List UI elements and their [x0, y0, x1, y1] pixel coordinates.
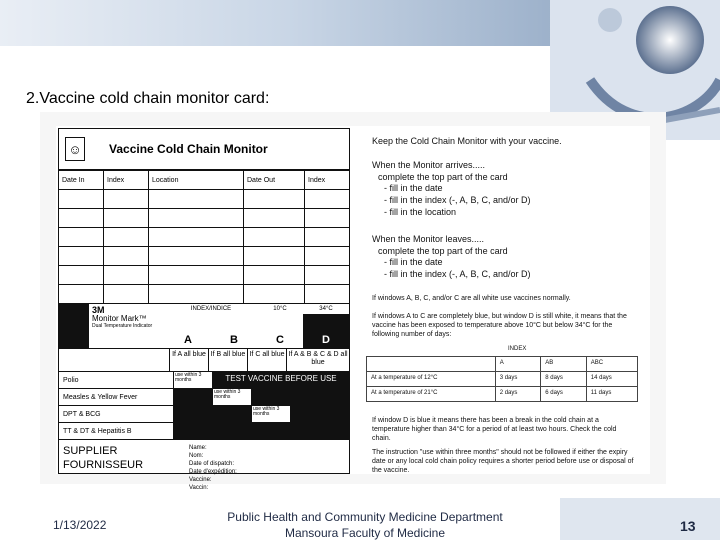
vaccine-tt: TT & DT & Hepatitis B — [59, 423, 174, 439]
field-name: Name: — [189, 445, 207, 451]
field-dispatch: Date of dispatch: — [189, 461, 235, 468]
instruction-note: The instruction "use within three months" should not be followed if either the expiry date or any local cold chain policy requires a shorter period before use or disposal of the vaccine. — [372, 449, 634, 475]
window-d: D — [303, 314, 349, 348]
days-row-21c-label: At a temperature of 21°C — [367, 387, 496, 402]
vaccine-polio: Polio — [59, 372, 174, 388]
col-date-in: Date In — [59, 171, 104, 190]
keep-note: Keep the Cold Chain Monitor with your vaccine. — [372, 136, 562, 146]
test-vaccine-label: TEST VACCINE BEFORE USE — [213, 372, 349, 388]
card-title: Vaccine Cold Chain Monitor — [109, 142, 268, 156]
monitor-mark-strip — [59, 304, 349, 349]
field-vaccin: Vaccin: — [189, 485, 209, 492]
leaves-heading: When the Monitor leaves..... — [372, 234, 485, 244]
col-date-out: Date Out — [244, 171, 305, 190]
brand-name: Monitor Mark™ — [92, 314, 147, 324]
use-within-polio: use within 3 months — [174, 372, 213, 388]
index-indice-label: INDEX/INDICE — [190, 306, 232, 312]
vaccine-measles: Measles & Yellow Fever — [59, 389, 174, 405]
card-right-panel — [358, 126, 648, 474]
vaccine-dpt: DPT & BCG — [59, 406, 174, 422]
days-row-21c-a: 2 days — [495, 387, 541, 402]
supplier-section — [59, 440, 349, 498]
window-b: B — [230, 334, 238, 346]
d-note: If window D is blue it means there has been a break in the cold chain at a temperature higher than 34°C for a period of at least two hours. Check the cold chain. — [372, 417, 617, 443]
footer-corner-decoration — [560, 498, 720, 540]
arrives-heading: When the Monitor arrives..... — [372, 160, 486, 170]
index-table — [59, 171, 349, 304]
if-a-blue: If A all blue — [170, 349, 209, 371]
days-row-21c-ab: 6 days — [541, 387, 587, 402]
use-within-dpt: use within 3 months — [252, 406, 291, 422]
footer-line-faculty: Mansoura Faculty of Medicine — [284, 526, 446, 541]
footer-date: 1/13/2022 — [53, 518, 107, 532]
days-row-21c-abc: 11 days — [586, 387, 637, 402]
days-col-abc: ABC — [586, 357, 637, 372]
use-within-measles: use within 3 months — [213, 389, 252, 405]
arrives-item-location: - fill in the location — [384, 206, 457, 217]
field-expedition: Date d'expédition: — [189, 469, 237, 476]
footer-line-department: Public Health and Community Medicine Department — [227, 510, 503, 524]
field-vaccine: Vaccine: — [189, 477, 212, 484]
col-location: Location — [149, 171, 244, 190]
if-b-blue: If B all blue — [209, 349, 248, 371]
temp-34-label: 34°C — [319, 306, 333, 312]
field-nom: Nom: — [189, 453, 204, 460]
fournisseur-label: FOURNISSEUR — [63, 459, 144, 472]
leaves-item-index: - fill in the index (-, A, B, C, and/or D) — [384, 269, 531, 280]
brand-3m: 3M — [92, 305, 105, 315]
days-row-12c-label: At a temperature of 12°C — [367, 372, 496, 387]
vaccine-row-tt — [59, 423, 349, 440]
days-row-12c-abc: 14 days — [586, 372, 637, 387]
days-row-12c-ab: 8 days — [541, 372, 587, 387]
arrives-item-date: - fill in the date — [384, 183, 443, 194]
monitor-card-image — [40, 112, 666, 492]
arrives-sub: complete the top part of the card — [378, 171, 508, 182]
white-note: If windows A, B, C, and/or C are all white use vaccines normally. — [372, 295, 571, 302]
page-number: 13 — [680, 518, 696, 534]
days-col-blank — [367, 357, 496, 372]
col-index: Index — [104, 171, 149, 190]
vaccine-row-measles — [59, 389, 349, 406]
blue-note: If windows A to C are completely blue, but window D is still white, it means that the vaccine has been exposed to temperature above 10°C but below 34°C for the following number of days: — [372, 313, 627, 339]
window-c: C — [276, 334, 284, 346]
leaves-sub: complete the top part of the card — [378, 245, 508, 256]
days-row-12c-a: 3 days — [495, 372, 541, 387]
slide-title: 2.Vaccine cold chain monitor card: — [26, 90, 270, 107]
card-left-panel — [58, 128, 350, 492]
vaccine-row-polio — [59, 372, 349, 389]
supplier-label: SUPPLIER — [63, 445, 118, 457]
days-col-a: A — [495, 357, 541, 372]
blue-row — [59, 349, 349, 372]
arrives-item-index: - fill in the index (-, A, B, C, and/or D) — [384, 195, 531, 206]
days-table — [366, 356, 638, 402]
window-a: A — [184, 334, 192, 346]
footer-institution — [200, 509, 530, 541]
if-c-blue: If C all blue — [248, 349, 287, 371]
index-header: INDEX — [508, 346, 527, 352]
temp-10-label: 10°C — [273, 306, 287, 312]
if-abcd-blue: If A & B & C & D all blue — [288, 351, 348, 366]
brand-sub: Dual Temperature Indicator — [92, 322, 153, 329]
vaccine-row-dpt — [59, 406, 349, 423]
col-index-out: Index — [305, 171, 350, 190]
leaves-item-date: - fill in the date — [384, 257, 443, 268]
person-icon: ☺ — [65, 137, 85, 161]
days-col-ab: AB — [541, 357, 587, 372]
